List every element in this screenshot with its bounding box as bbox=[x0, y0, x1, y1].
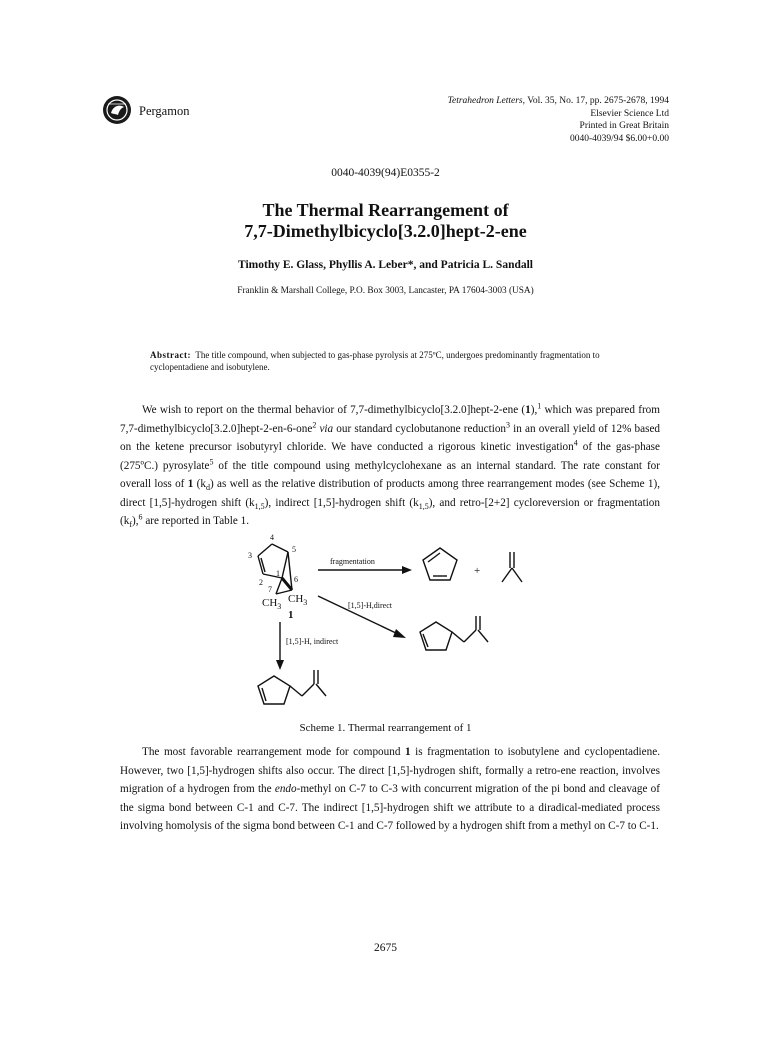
fragmentation-label: fragmentation bbox=[330, 557, 375, 566]
abstract-text: The title compound, when subjected to gas-phase pyrolysis at 275ºC, undergoes predominantly fragmentation to cyclopentadiene and isobutylene. bbox=[150, 350, 600, 372]
atom-number-4: 4 bbox=[270, 533, 274, 542]
bicycloheptene-structure bbox=[258, 544, 292, 594]
indirect-product-structure bbox=[258, 670, 326, 704]
p1-text: We wish to report on the thermal behavior of 7,7-dimethylbicyclo[3.2.0]hept-2-ene ( bbox=[142, 404, 526, 416]
italic-via: via bbox=[319, 422, 334, 435]
compound-ref: 1 bbox=[525, 404, 531, 416]
p1-text: ), indirect [1,5]-hydrogen shift (k bbox=[264, 496, 419, 509]
paragraph-2 bbox=[120, 743, 660, 836]
p2-text: The most favorable rearrangement mode for compound bbox=[142, 746, 405, 758]
rate-subscript: d bbox=[205, 483, 210, 493]
paper-title bbox=[0, 200, 771, 242]
abstract-label: Abstract: bbox=[150, 350, 191, 360]
page-number: 2675 bbox=[374, 942, 397, 954]
indirect-shift-label: [1,5]-H, indirect bbox=[286, 637, 339, 646]
reference-mark: 3 bbox=[506, 419, 511, 429]
p1-text: ), bbox=[132, 515, 139, 527]
journal-name: Tetrahedron Letters bbox=[447, 96, 523, 106]
p1-text: which was prepared from 7,7-dimethylbicyclo[3.2.0]hept-2-en-6-one bbox=[120, 404, 660, 435]
p2-text: -methyl on C-7 to C-3 with concurrent migration of the pi bond and cleavage of the sigma bond between C-1 and C-7. The indirect [1,5]-hydrogen shift we attribute to a diradical-mediated process involving homolysis of the sigma bond between C-1 and C-7 followed by a hydrogen shift from a methyl on C-7 to C-1. bbox=[120, 783, 660, 832]
p1-text: our standard cyclobutanone reduction bbox=[333, 422, 507, 435]
printed-line: Printed in Great Britain bbox=[579, 121, 669, 131]
paragraph-1 bbox=[120, 401, 660, 531]
reference-mark: 6 bbox=[138, 512, 143, 522]
rate-subscript: f bbox=[129, 520, 132, 530]
authors: Timothy E. Glass, Phyllis A. Leber*, and Patricia L. Sandall bbox=[238, 259, 533, 271]
isobutylene-structure bbox=[502, 552, 522, 582]
reference-mark: 5 bbox=[209, 456, 214, 466]
p1-text: are reported in Table 1. bbox=[142, 515, 250, 527]
arrow-head-icon bbox=[276, 660, 284, 670]
reaction-scheme bbox=[230, 530, 560, 710]
methyl-label-left: $CH_3$ bbox=[262, 597, 282, 611]
p1-text: of the title compound using methylcyclohexane as an internal standard. The rate constant for overall loss of bbox=[120, 459, 660, 490]
atom-number-3: 3 bbox=[248, 551, 252, 560]
atom-number-2: 2 bbox=[259, 578, 263, 587]
pergamon-logo-icon bbox=[102, 95, 132, 125]
direct-shift-label: [1,5]-H,direct bbox=[348, 601, 392, 610]
italic-endo: endo bbox=[274, 783, 297, 795]
reference-mark: 2 bbox=[312, 419, 317, 429]
atom-number-1: 1 bbox=[276, 569, 280, 578]
methyl-label-right: $CH_3$ bbox=[288, 593, 308, 607]
atom-number-7: 7 bbox=[268, 585, 272, 594]
p1-text: ), and retro-[2+2] cycloreversion or fragmentation (k bbox=[120, 496, 660, 527]
title-line-2: 7,7-Dimethylbicyclo[3.2.0]hept-2-ene bbox=[244, 221, 527, 241]
journal-citation bbox=[448, 95, 669, 145]
journal-ref: , Vol. 35, No. 17, pp. 2675-2678, 1994 bbox=[522, 96, 669, 106]
publisher-line: Elsevier Science Ltd bbox=[590, 108, 669, 119]
cyclopentadiene-structure bbox=[423, 548, 457, 580]
atom-number-6: 6 bbox=[294, 575, 298, 584]
compound-ref: 1 bbox=[404, 746, 411, 758]
issn-line: 0040-4039/94 $6.00+0.00 bbox=[569, 133, 669, 144]
scheme-caption: Scheme 1. Thermal rearrangement of 1 bbox=[299, 722, 472, 734]
affiliation: Franklin & Marshall College, P.O. Box 3003, Lancaster, PA 17604-3003 (USA) bbox=[237, 286, 534, 296]
rate-subscript: 1,5 bbox=[254, 501, 265, 511]
p1-text: of the gas-phase (275ºC.) pyrosylate bbox=[120, 441, 661, 472]
plus-sign: + bbox=[474, 565, 481, 577]
compound-label: 1 bbox=[288, 609, 294, 621]
arrow-head-icon bbox=[402, 566, 412, 574]
arrow-head-icon bbox=[393, 629, 406, 638]
atom-number-5: 5 bbox=[292, 545, 296, 554]
p1-text: (k bbox=[193, 478, 206, 490]
rate-subscript: 1,5 bbox=[418, 501, 429, 511]
p1-text: ), bbox=[530, 404, 538, 416]
doi-code: 0040-4039(94)E0355-2 bbox=[331, 167, 440, 179]
reference-mark: 4 bbox=[573, 438, 578, 448]
p1-text: in an overall yield of 12% based on the ketene precursor isobutyryl chloride. We have conducted a rigorous kinetic investigation bbox=[120, 422, 661, 453]
p2-text: is fragmentation to isobutylene and cyclopentadiene. However, two [1,5]-hydrogen shifts also occur. The direct [1,5]-hydrogen shift, formally a retro-ene reaction, involves migration of a hydrogen from the bbox=[120, 746, 660, 795]
title-line-1: The Thermal Rearrangement of bbox=[262, 200, 509, 220]
direct-product-structure bbox=[420, 616, 488, 650]
compound-ref: 1 bbox=[187, 478, 194, 490]
p1-text: ) as well as the relative distribution of products among three rearrangement modes (see Scheme 1), direct [1,5]-hydrogen shift (k bbox=[120, 478, 660, 509]
abstract bbox=[150, 349, 650, 373]
publisher-name: Pergamon bbox=[139, 104, 190, 118]
reference-mark: 1 bbox=[537, 401, 542, 411]
